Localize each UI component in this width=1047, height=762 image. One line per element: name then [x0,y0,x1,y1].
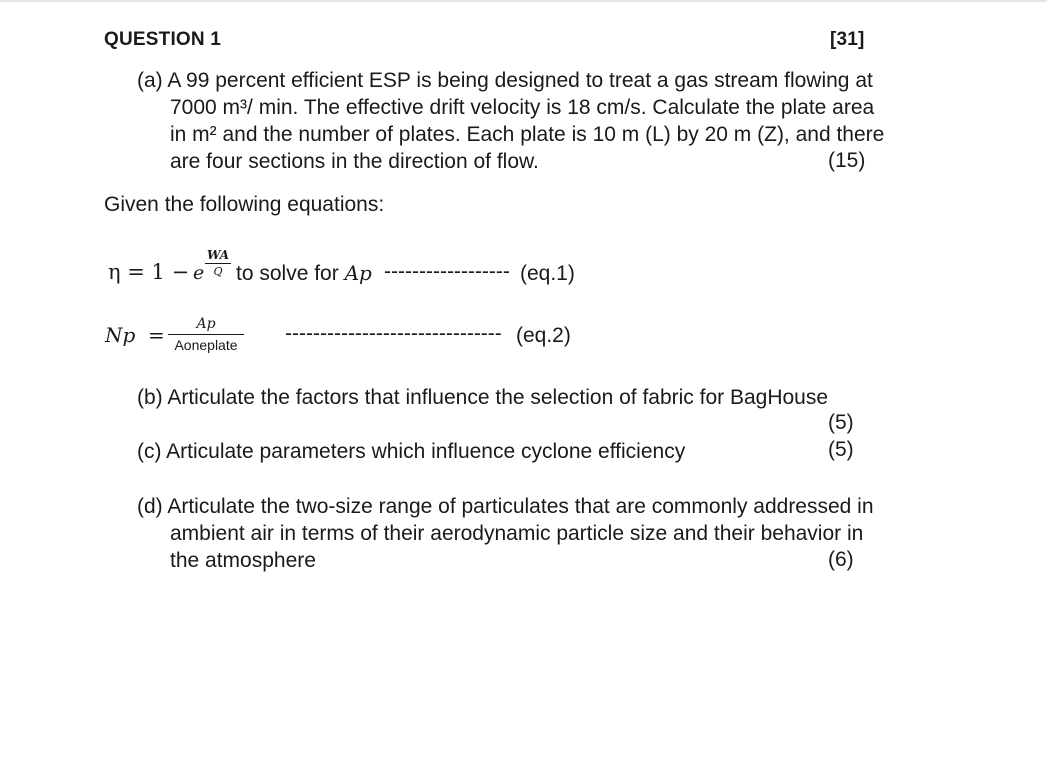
eq1-var: Ap [344,261,372,285]
equation-1 [108,260,189,285]
eq1-dashes: ------------------ [384,260,510,283]
part-b-marks: (5) [828,411,854,434]
part-a-marks: (15) [828,149,866,172]
eq2-numerator: Ap [196,316,216,332]
part-d-line: ambient air in terms of their aerodynamic particle size and their behavior in [170,522,864,545]
part-c-text: (c) Articulate parameters which influence cyclone efficiency [137,440,686,463]
part-a-line: in m² and the number of plates. Each plate is 10 m (L) by 20 m (Z), and there [170,123,885,146]
eq2-denominator: Aoneplate [174,337,238,353]
part-a-line: (a) A 99 percent efficient ESP is being designed to treat a gas stream flowing at [137,69,873,92]
eq2-equals: = [148,323,165,347]
eq1-exponent-fraction [205,248,231,278]
part-d-marks: (6) [828,548,854,571]
part-a-line: are four sections in the direction of flow. [170,150,539,173]
eq2-fraction [168,316,244,353]
eq1-label: (eq.1) [520,262,575,285]
given-heading: Given the following equations: [104,193,385,216]
part-d-line: (d) Articulate the two-size range of particulates that are commonly addressed in [137,495,874,518]
total-marks: [31] [830,29,865,50]
part-a-line: 7000 m³/ min. The effective drift velocity is 18 cm/s. Calculate the plate area [170,96,875,119]
eq1-text: to solve for [236,262,339,285]
eq1-exp-bar [205,263,231,264]
eq2-lhs: Np [105,323,136,347]
top-border [0,0,1047,2]
part-d [137,493,927,574]
eq2-bar [168,334,244,335]
eq1-exp-denominator: Q [213,265,223,278]
question-title: QUESTION 1 [104,29,222,50]
part-b-text: (b) Articulate the factors that influence the selection of fabric for BagHouse [137,386,829,409]
eq1-lhs: η = 1 − [108,260,190,284]
eq2-dashes: ------------------------------- [285,322,502,345]
part-c-marks: (5) [828,438,854,461]
part-d-line: the atmosphere [170,549,316,572]
eq1-base: e [193,262,205,284]
part-a [137,67,927,175]
eq1-exp-numerator: WA [206,248,230,262]
eq2-label: (eq.2) [516,324,571,347]
